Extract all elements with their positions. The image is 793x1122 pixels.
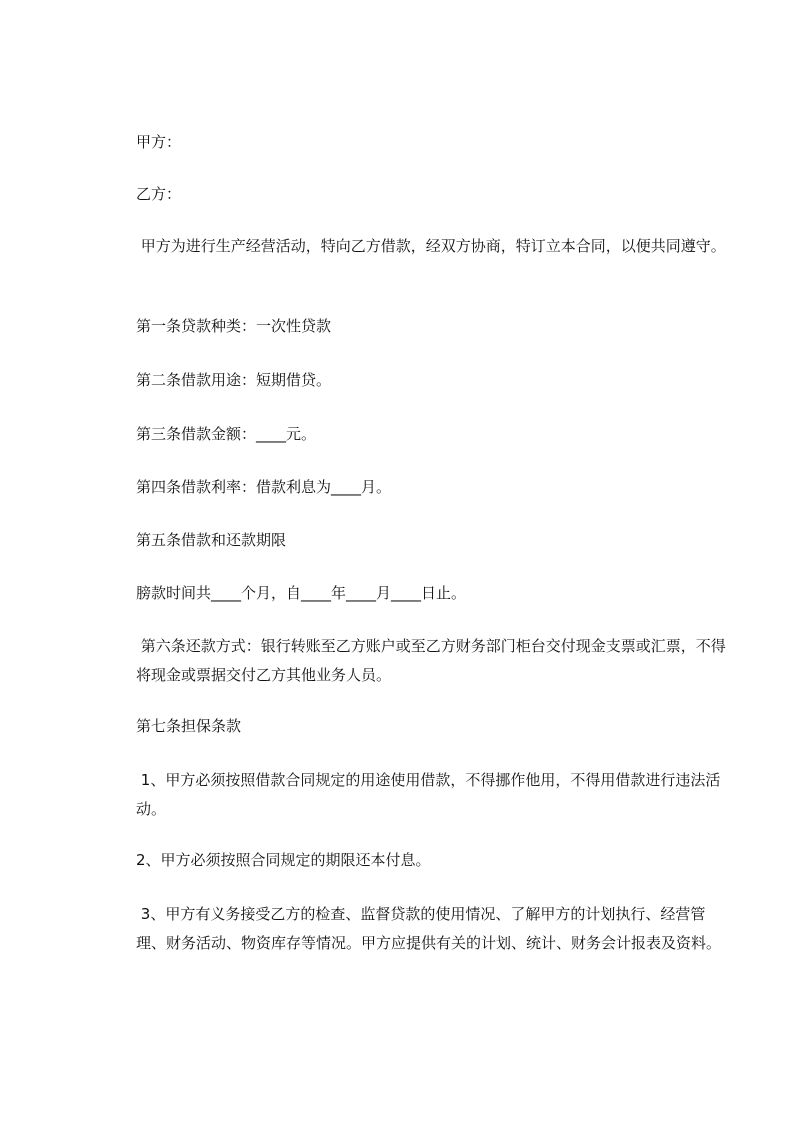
clause-5-title: 第五条借款和还款期限 xyxy=(136,531,287,549)
contract-intro: 甲方为进行生产经营活动，特向乙方借款，经双方协商，特订立本合同，以便共同遵守。 xyxy=(136,237,726,255)
clause-5-body: 膀款时间共____个月，自____年____月____日止。 xyxy=(136,584,467,602)
clause-7-item-1: 1、甲方必须按照借款合同规定的用途使用借款，不得挪作他用，不得用借款进行违法活动。 xyxy=(136,771,721,818)
clause-4: 第四条借款利率：借款利息为____月。 xyxy=(136,478,392,496)
clause-6: 第六条还款方式：银行转账至乙方账户或至乙方财务部门柜台交付现金支票或汇票，不得将现金或票据交付乙方其他业务人员。 xyxy=(136,637,726,684)
clause-7-item-3: 3、甲方有义务接受乙方的检查、监督贷款的使用情况、了解甲方的计划执行、经营管理、财务活动、物资库存等情况。甲方应提供有关的计划、统计、财务会计报表及资料。 xyxy=(136,905,722,952)
clause-7-title: 第七条担保条款 xyxy=(136,717,242,735)
clause-1: 第一条贷款种类：一次性贷款 xyxy=(136,317,332,335)
clause-2: 第二条借款用途：短期借贷。 xyxy=(136,371,332,389)
clause-7-item-2: 2、甲方必须按照合同规定的期限还本付息。 xyxy=(136,851,431,869)
clause-3: 第三条借款金额：____元。 xyxy=(136,425,317,443)
party-b-label: 乙方： xyxy=(136,185,182,203)
party-a-label: 甲方： xyxy=(136,133,182,151)
